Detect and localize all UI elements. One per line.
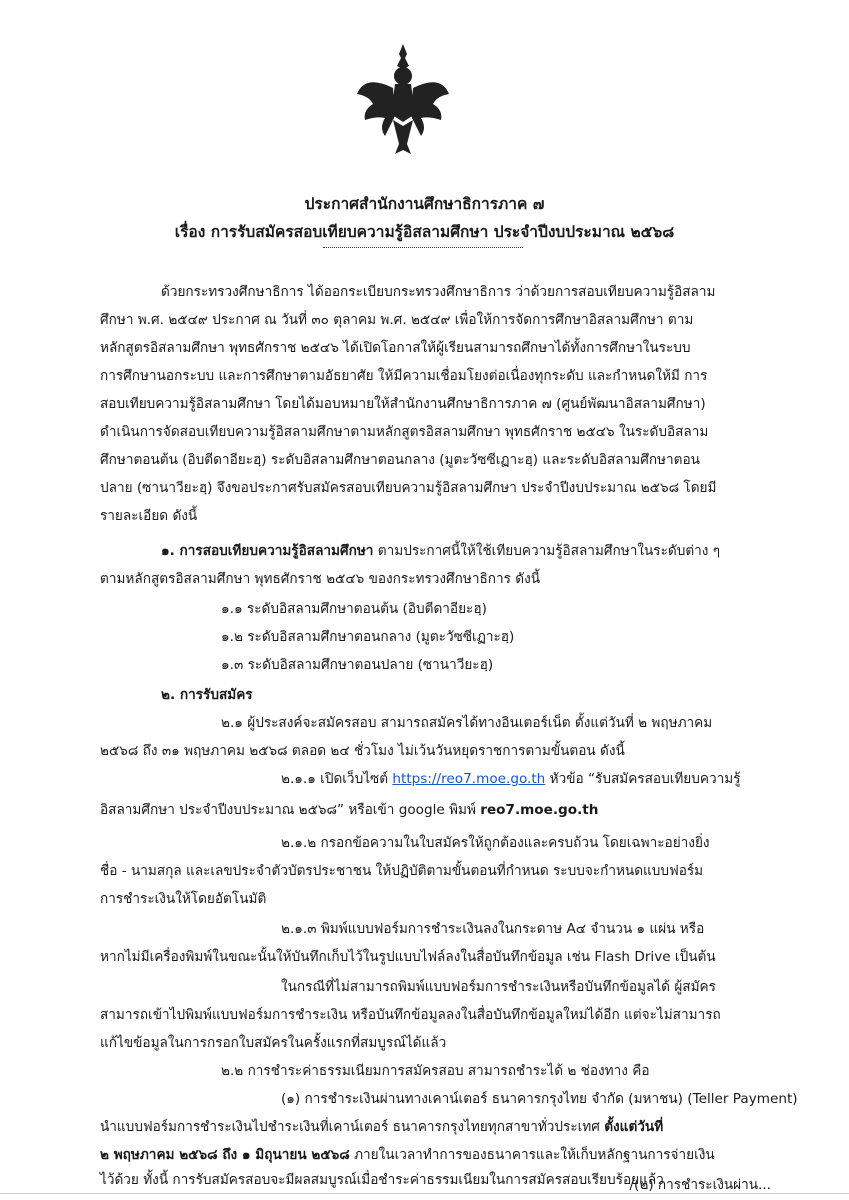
para-2-2-line <box>100 1145 715 1165</box>
para-2-1-1-line2 <box>100 800 598 820</box>
para-2-2-text: นำแบบฟอร์มการชำระเงินไปชำระเงินที่เคาน์เตอร์ ธนาคารกรุงไทยทุกสาขาทั่วประเทศ <box>100 1119 605 1135</box>
para-2-1-2: การชำระเงินให้โดยอัตโนมัติ <box>100 891 267 907</box>
para-2-1-1-text: หัวข้อ “รับสมัครสอบเทียบความรู้ <box>545 771 741 787</box>
para-2-2: ๒.๒ การชำระค่าธรรมเนียมการสมัครสอบ สามารถชำระได้ ๒ ช่องทาง คือ <box>221 1063 650 1079</box>
section1-item: ๑.๑ ระดับอิสลามศึกษาตอนต้น (อิบตีดาอียะฮฺ) <box>221 601 487 617</box>
intro-line: ดำเนินการจัดสอบเทียบความรู้อิสลามศึกษาตามหลักสูตรอิสลามศึกษา พุทธศักราช ๒๕๔๖ ในระดับอิสลาม <box>100 424 709 440</box>
para-2-1-3: ในกรณีที่ไม่สามารถพิมพ์แบบฟอร์มการชำระเงินหรือบันทึกข้อมูลได้ ผู้สมัคร <box>281 979 716 995</box>
para-2-2-1: (๑) การชำระเงินผ่านทางเคาน์เตอร์ ธนาคารกรุงไทย จำกัด (มหาชน) (Teller Payment) <box>281 1091 798 1107</box>
para-2-1: ๒.๑ ผู้ประสงค์จะสมัครสอบ สามารถสมัครได้ทางอินเตอร์เน็ต ตั้งแต่วันที่ ๒ พฤษภาคม <box>221 715 713 731</box>
section1-first-line <box>161 541 720 561</box>
para-2-1-3: ๒.๑.๓ พิมพ์แบบฟอร์มการชำระเงินลงในกระดาษ A๔ จำนวน ๑ แผ่น หรือ <box>281 921 705 937</box>
page-continuation: /(๒) การชำระเงินผ่าน... <box>629 1177 771 1193</box>
section1-line: ตามหลักสูตรอิสลามศึกษา พุทธศักราช ๒๕๔๖ ของกระทรวงศึกษาธิการ ดังนี้ <box>100 571 541 587</box>
para-2-1-1 <box>281 769 741 789</box>
section1-item: ๑.๓ ระดับอิสลามศึกษาตอนปลาย (ซานาวียะฮฺ) <box>221 657 494 673</box>
title-divider <box>323 247 523 248</box>
intro-line: การศึกษานอกระบบ และการศึกษาตามอัธยาศัย ให้มีความเชื่อมโยงต่อเนื่องทุกระดับ และกำหนดให้มี การ <box>100 368 708 384</box>
page-bottom-rule <box>0 1193 849 1194</box>
para-2-2-line: ไว้ด้วย ทั้งนี้ การรับสมัครสอบจะมีผลสมบูรณ์เมื่อชำระค่าธรรมเนียมในการสมัครสอบเรียบร้อยแล้ว <box>100 1172 664 1188</box>
section1-heading: ๑. การสอบเทียบความรู้อิสลามศึกษา <box>161 543 374 559</box>
intro-line: สอบเทียบความรู้อิสลามศึกษา โดยได้มอบหมายให้สำนักงานศึกษาธิการภาค ๗ (ศูนย์พัฒนาอิสลามศึกษา) <box>100 396 706 412</box>
para-2-2-line <box>100 1117 663 1137</box>
section1-text: ตามประกาศนี้ให้ใช้เทียบความรู้อิสลามศึกษาในระดับต่าง ๆ <box>373 543 721 559</box>
intro-line: ปลาย (ซานาวียะฮฺ) จึงขอประกาศรับสมัครสอบเทียบความรู้อิสลามศึกษา ประจำปีงบประมาณ ๒๕๖๘ โดยมี <box>100 480 717 496</box>
para-2-1: ๒๕๖๘ ถึง ๓๑ พฤษภาคม ๒๕๖๘ ตลอด ๒๔ ชั่วโมง ไม่เว้นวันหยุดราชการตามขั้นตอน ดังนี้ <box>100 743 625 759</box>
section2-heading: ๒. การรับสมัคร <box>161 687 253 703</box>
para-2-1-1-text: ๒.๑.๑ เปิดเว็บไซต์ <box>281 771 393 787</box>
para-2-1-2: ชื่อ - นามสกุล และเลขประจำตัวบัตรประชาชน ให้ปฏิบัติตามขั้นตอนที่กำหนด ระบบจะกำหนดแบบฟอร์ม <box>100 863 704 879</box>
garuda-emblem-icon <box>355 44 451 156</box>
payment-period-dates: ๒ พฤษภาคม ๒๕๖๘ ถึง ๑ มิถุนายน ๒๕๖๘ <box>100 1147 350 1163</box>
para-2-1-1-text: อิสลามศึกษา ประจำปีงบประมาณ ๒๕๖๘” หรือเข้า google พิมพ์ <box>100 802 481 818</box>
intro-line: ด้วยกระทรวงศึกษาธิการ ได้ออกระเบียบกระทรวงศึกษาธิการ ว่าด้วยการสอบเทียบความรู้อิสลาม <box>161 284 716 300</box>
intro-line: ศึกษาตอนต้น (อิบตีดาอียะฮฺ) ระดับอิสลามศึกษาตอนกลาง (มูตะวัซซีเฏาะฮฺ) และระดับอิสลามศึกษาตอน <box>100 452 700 468</box>
section1-item: ๑.๒ ระดับอิสลามศึกษาตอนกลาง (มูตะวัซซีเฏาะฮฺ) <box>221 629 515 645</box>
intro-line: ศึกษา พ.ศ. ๒๕๔๙ ประกาศ ณ วันที่ ๓๐ ตุลาคม พ.ศ. ๒๕๔๙ เพื่อให้การจัดการศึกษาอิสลามศึกษา ตาม <box>100 312 694 328</box>
search-keyword: reo7.moe.go.th <box>480 802 599 818</box>
reo7-website-link[interactable]: https://reo7.moe.go.th <box>392 771 546 787</box>
announcement-subject: เรื่อง การรับสมัครสอบเทียบความรู้อิสลามศึกษา ประจำปีงบประมาณ ๒๕๖๘ <box>174 223 675 241</box>
intro-line: รายละเอียด ดังนี้ <box>100 508 198 524</box>
para-2-1-2: ๒.๑.๒ กรอกข้อความในใบสมัครให้ถูกต้องและครบถ้วน โดยเฉพาะอย่างยิ่ง <box>281 835 710 851</box>
intro-line: หลักสูตรอิสลามศึกษา พุทธศักราช ๒๕๔๖ ได้เปิดโอกาสให้ผู้เรียนสามารถศึกษาได้ทั้งการศึกษาในระบบ <box>100 340 691 356</box>
para-2-1-3: แก้ไขข้อมูลในการกรอกใบสมัครในครั้งแรกที่สมบูรณ์ได้แล้ว <box>100 1035 447 1051</box>
announcement-title: ประกาศสำนักงานศึกษาธิการภาค ๗ <box>304 195 545 213</box>
para-2-1-3: สามารถเข้าไปพิมพ์แบบฟอร์มการชำระเงิน หรือบันทึกข้อมูลลงในสื่อบันทึกข้อมูลใหม่ได้อีก แต่จะไม่สามารถ <box>100 1007 721 1023</box>
payment-period-start: ตั้งแต่วันที่ <box>604 1119 664 1135</box>
para-2-2-text: ภายในเวลาทำการของธนาคารและให้เก็บหลักฐานการจ่ายเงิน <box>349 1147 715 1163</box>
para-2-1-3: หากไม่มีเครื่องพิมพ์ในขณะนั้นให้บันทึกเก็บไว้ในรูปแบบไฟล์ลงในสื่อบันทึกข้อมูล เช่น Flash Drive เป็นต้น <box>100 949 716 965</box>
